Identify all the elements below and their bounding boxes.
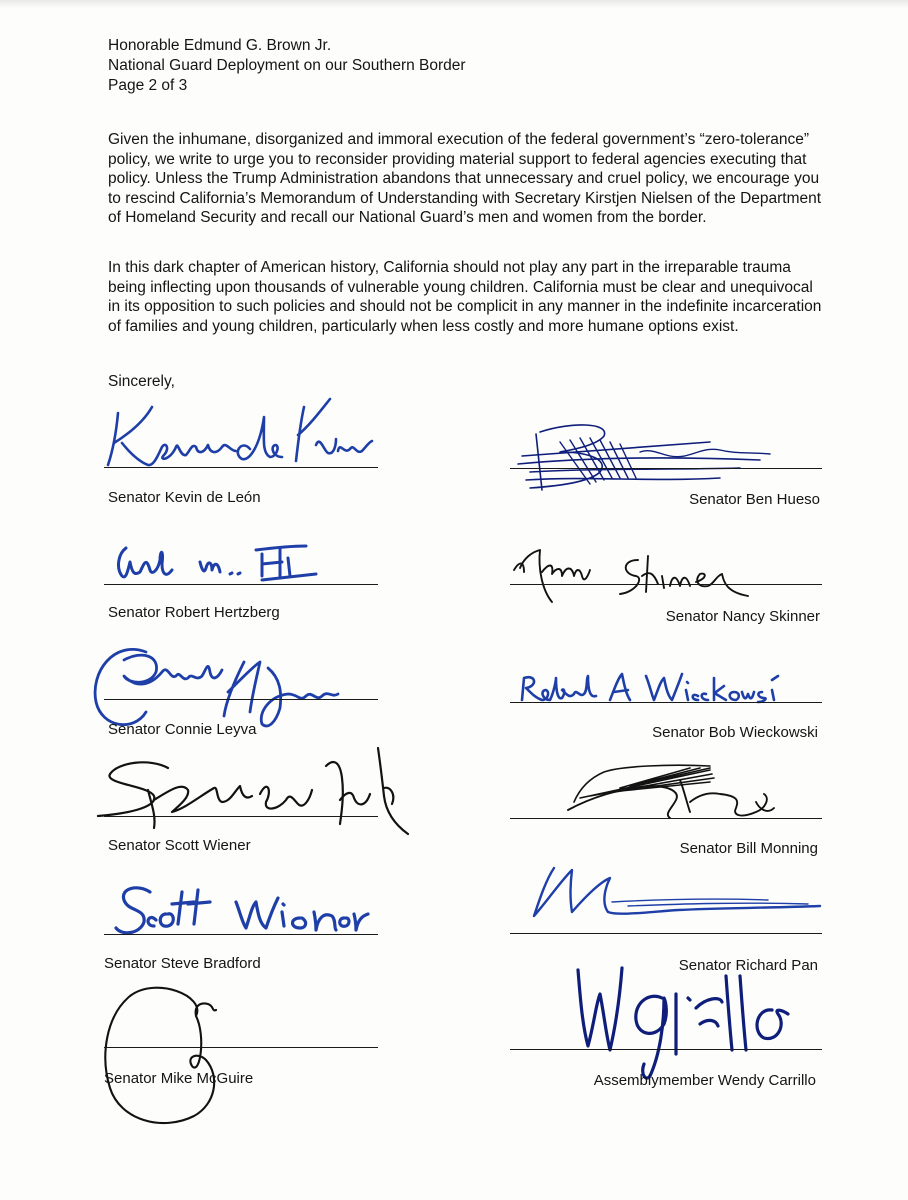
signature-steve-bradford: [110, 878, 370, 948]
signatory-name: Senator Richard Pan: [678, 957, 818, 974]
signature-nancy-skinner: [510, 540, 760, 610]
signature-line: [104, 467, 378, 468]
signature-line: [104, 816, 378, 817]
signature-line: [510, 468, 822, 469]
signatory-name: Senator Bob Wieckowski: [652, 724, 818, 741]
signature-line: [104, 699, 378, 700]
signatory-name: Senator Connie Leyva: [108, 721, 257, 738]
signature-robert-hertzberg: [112, 540, 332, 585]
signatory-name: Senator Kevin de León: [108, 489, 261, 506]
signature-scott-wiener: [90, 738, 430, 848]
signatory-name: Senator Ben Hueso: [689, 491, 820, 508]
closing: Sincerely,: [108, 373, 175, 390]
letter-header: [108, 36, 466, 96]
signature-line: [104, 584, 378, 585]
signature-bob-wieckowski: [514, 670, 794, 710]
signatory-name: Senator Mike McGuire: [104, 1070, 254, 1087]
signature-richard-pan: [508, 860, 828, 930]
signature-kevin-de-leon: [100, 395, 390, 475]
signatory-name: Senator Scott Wiener: [108, 837, 251, 854]
signature-line: [510, 584, 822, 585]
recipient-line: Honorable Edmund G. Brown Jr.: [108, 37, 332, 54]
signatory-name: Senator Steve Bradford: [104, 955, 261, 972]
signature-line: [104, 1047, 378, 1048]
signature-line: [510, 702, 822, 703]
body-paragraph-1: Given the inhumane, disorganized and immoral execution of the federal government’s “zero-tolerance” policy, we write to urge you to reconsider providing material support to federal agencies executing that policy. Unless the Trump Administration abandons that unnecessary and cruel policy, we encourage you to rescind California’s Memorandum of Understanding with Secretary Kirstjen Nielsen of the Department of Homeland Security and recall our National Guard’s men and women from the border.: [108, 131, 822, 227]
signatory-name: Senator Robert Hertzberg: [108, 604, 280, 621]
signature-line: [510, 933, 822, 934]
signature-mike-mcguire: [96, 976, 256, 1136]
signature-line: [510, 1049, 822, 1050]
signatory-name: Senator Nancy Skinner: [665, 608, 820, 625]
subject-line: National Guard Deployment on our Southern Border: [108, 57, 466, 74]
page-number: Page 2 of 3: [108, 77, 188, 94]
signature-line: [510, 818, 822, 819]
signature-line: [104, 934, 378, 935]
body-paragraph-2: In this dark chapter of American history, California should not play any part in the irreparable trauma being inflecting upon thousands of vulnerable young children. California must be clear and unequivocal in its opposition to such policies and should not be complicit in any manner in the indefinite incarceration of families and young children, particularly when less costly and more humane options exist.: [108, 259, 822, 335]
signature-wendy-carrillo: [560, 954, 820, 1084]
scan-edge: [0, 0, 908, 8]
signatory-name: Senator Bill Monning: [679, 840, 818, 857]
signatory-name: Assemblymember Wendy Carrillo: [593, 1072, 816, 1089]
